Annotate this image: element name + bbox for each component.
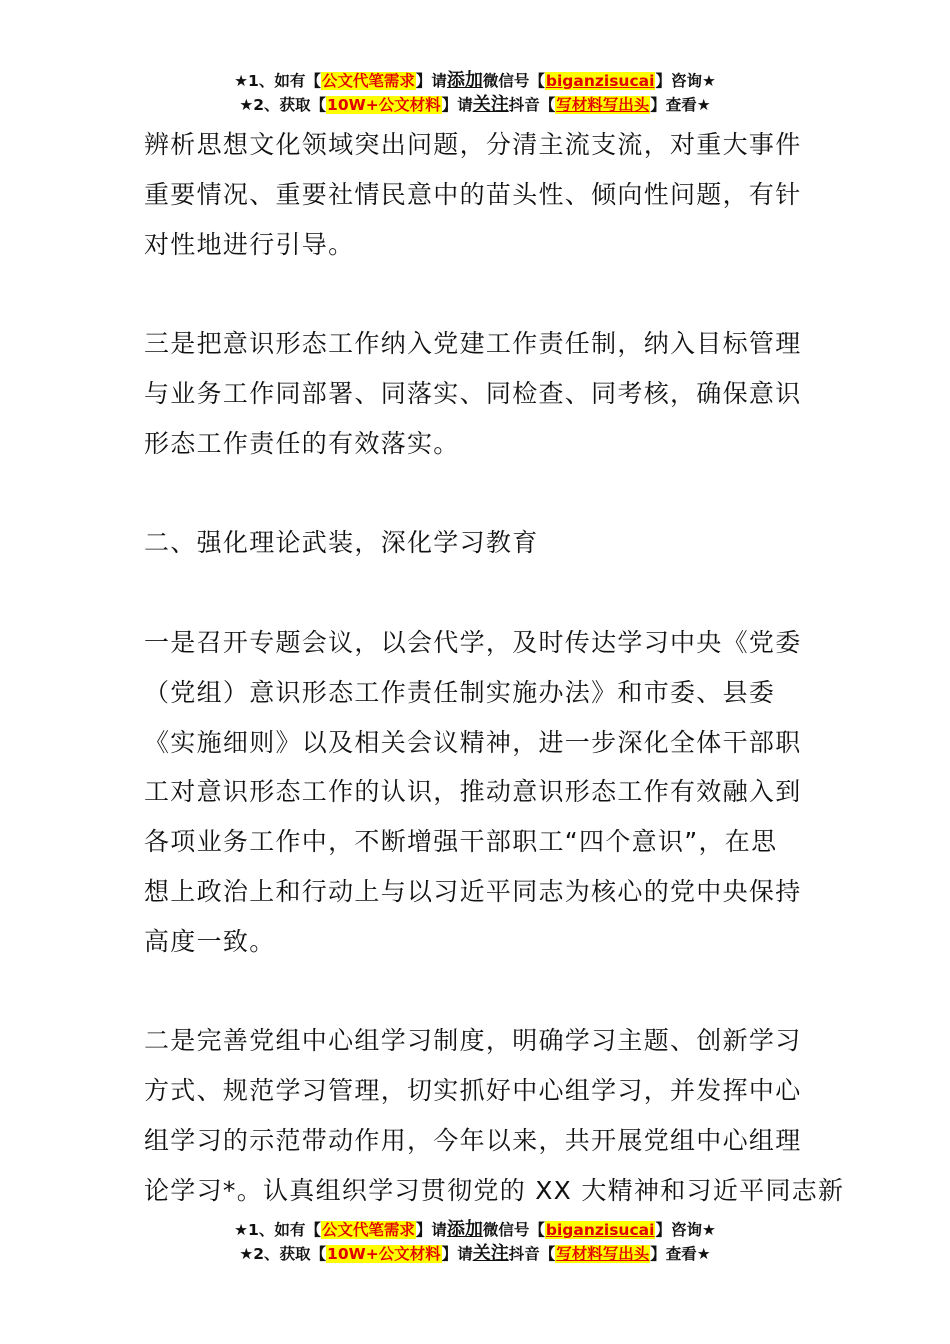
text: 】咨询★ [655,72,716,90]
text: ★2、获取【 [239,96,327,114]
text-line: 二是完善党组中心组学习制度，明确学习主题、创新学习 [144,1026,802,1056]
text-line: 想上政治上和行动上与以习近平同志为核心的党中央保持 [144,876,802,906]
text-line: 论学习*。认真组织学习贯彻党的 XX 大精神和习近平同志新 [144,1175,845,1205]
text-line: 形态工作责任的有效落实。 [144,428,460,458]
text: 微信号【 [482,1221,545,1239]
blank-line [144,568,824,618]
text: 】请 [441,96,473,114]
text-line: 高度一致。 [144,926,276,956]
document-body [144,120,845,1216]
text-line: 重要情况、重要社情民意中的苗头性、倾向性问题，有针 [144,179,802,209]
text: ★1、如有【 [234,72,321,90]
text: ★2、获取【 [239,1245,327,1263]
text: 】咨询★ [655,1221,716,1239]
promo-line-2 [0,93,950,117]
text: 】请 [415,72,447,90]
promo-line-1 [0,69,950,93]
text: 】查看★ [650,96,711,114]
emphasis-follow: 关注 [472,1243,509,1264]
emphasis-add: 添加 [446,70,483,91]
emphasis-add: 添加 [446,1219,483,1240]
highlight-service: 公文代笔需求 [321,1221,415,1239]
highlight-service: 公文代笔需求 [321,72,415,90]
text: 】请 [415,1221,447,1239]
text-line: 一是召开专题会议，以会代学，及时传达学习中央《党委 [144,627,802,657]
text: 】请 [441,1245,473,1263]
text-line: 《实施细则》以及相关会议精神，进一步深化全体干部职 [144,727,802,757]
wechat-id: biganzisucai [545,1221,655,1239]
text: 】查看★ [650,1245,711,1263]
text-line: 方式、规范学习管理，切实抓好中心组学习，并发挥中心 [144,1076,802,1106]
blank-line [144,967,824,1017]
text-line: 与业务工作同部署、同落实、同检查、同考核，确保意识 [144,378,802,408]
text-line: 二、强化理论武装，深化学习教育 [144,528,539,558]
text-line: 组学习的示范带动作用，今年以来，共开展党组中心组理 [144,1125,802,1155]
text: ★1、如有【 [234,1221,321,1239]
text: 抖音【 [508,96,556,114]
wechat-id: biganzisucai [545,72,655,90]
highlight-materials: 10W+公文材料 [327,1245,441,1263]
promo-line-1 [0,1218,950,1242]
text: 微信号【 [482,72,545,90]
blank-line [144,269,824,319]
text-line: 三是把意识形态工作纳入党建工作责任制，纳入目标管理 [144,329,802,359]
text-line: 各项业务工作中，不断增强干部职工“四个意识”，在思 [144,827,778,857]
highlight-materials: 10W+公文材料 [327,96,441,114]
text: 抖音【 [508,1245,556,1263]
text-line: 工对意识形态工作的认识，推动意识形态工作有效融入到 [144,777,802,807]
text-line: 对性地进行引导。 [144,229,355,259]
text-line: 辨析思想文化领域突出问题，分清主流支流，对重大事件 [144,130,802,159]
emphasis-follow: 关注 [472,94,509,115]
blank-line [144,469,824,519]
promo-line-2 [0,1242,950,1266]
promo-banner-bottom [0,1218,950,1266]
promo-banner-top [0,69,950,117]
text-line: （党组）意识形态工作责任制实施办法》和市委、县委 [144,677,776,707]
douyin-account: 写材料写出头 [556,1245,650,1263]
douyin-account: 写材料写出头 [556,96,650,114]
